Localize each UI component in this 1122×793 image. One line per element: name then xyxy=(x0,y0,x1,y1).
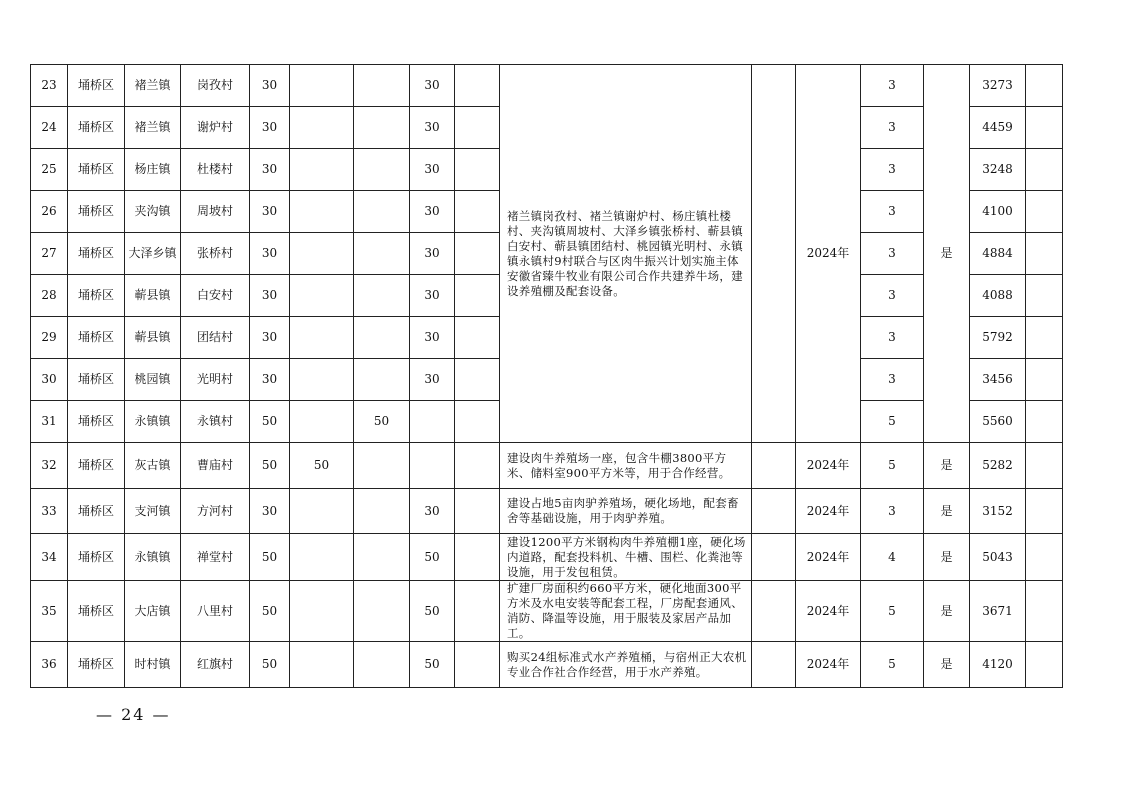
fund-col-c-cell: 30 xyxy=(410,107,455,149)
fund-col-b-cell xyxy=(354,149,410,191)
row-number: 30 xyxy=(31,359,68,401)
fund-col-c-cell: 30 xyxy=(410,489,455,534)
town-cell: 夹沟镇 xyxy=(125,191,181,233)
fund-col-b-cell xyxy=(354,65,410,107)
fund-col-a-cell xyxy=(290,107,354,149)
village-cell: 杜楼村 xyxy=(181,149,250,191)
fund-col-a-cell xyxy=(290,359,354,401)
empty-cell xyxy=(752,65,796,443)
income-cell: 3152 xyxy=(970,489,1026,534)
town-cell: 蕲县镇 xyxy=(125,275,181,317)
flag-cell: 是 xyxy=(924,642,970,688)
project-table xyxy=(30,64,1063,688)
village-cell: 张桥村 xyxy=(181,233,250,275)
merged-description-cell: 褚兰镇岗孜村、褚兰镇谢炉村、杨庄镇杜楼村、夹沟镇周坡村、大泽乡镇张桥村、蕲县镇白安村、蕲县镇团结村、桃园镇光明村、永镇镇永镇村9村联合与区肉牛振兴计划实施主体安徽省臻牛牧业有限公司合作共建养牛场，建设养殖棚及配套设备。 xyxy=(500,65,752,443)
fund-col-a-cell xyxy=(290,65,354,107)
district-cell: 埇桥区 xyxy=(68,359,125,401)
empty-cell xyxy=(455,401,500,443)
jobs-cell: 3 xyxy=(861,107,924,149)
town-cell: 蕲县镇 xyxy=(125,317,181,359)
flag-cell: 是 xyxy=(924,581,970,642)
fund-col-a-cell: 50 xyxy=(290,443,354,489)
total-fund-cell: 30 xyxy=(250,489,290,534)
fund-col-a-cell xyxy=(290,489,354,534)
row-number: 32 xyxy=(31,443,68,489)
village-cell: 周坡村 xyxy=(181,191,250,233)
empty-cell xyxy=(1026,443,1063,489)
empty-cell xyxy=(455,65,500,107)
town-cell: 大店镇 xyxy=(125,581,181,642)
district-cell: 埇桥区 xyxy=(68,149,125,191)
fund-col-b-cell xyxy=(354,107,410,149)
fund-col-a-cell xyxy=(290,275,354,317)
village-cell: 谢炉村 xyxy=(181,107,250,149)
flag-cell: 是 xyxy=(924,489,970,534)
year-cell: 2024年 xyxy=(796,443,861,489)
town-cell: 支河镇 xyxy=(125,489,181,534)
empty-cell xyxy=(455,443,500,489)
table-row xyxy=(31,642,1063,688)
district-cell: 埇桥区 xyxy=(68,581,125,642)
fund-col-b-cell xyxy=(354,317,410,359)
total-fund-cell: 30 xyxy=(250,317,290,359)
empty-cell xyxy=(455,275,500,317)
fund-col-b-cell xyxy=(354,581,410,642)
table-row xyxy=(31,581,1063,642)
fund-col-a-cell xyxy=(290,191,354,233)
income-cell: 5792 xyxy=(970,317,1026,359)
row-number: 35 xyxy=(31,581,68,642)
fund-col-b-cell: 50 xyxy=(354,401,410,443)
fund-col-b-cell xyxy=(354,489,410,534)
village-cell: 禅堂村 xyxy=(181,534,250,581)
empty-cell xyxy=(752,489,796,534)
village-cell: 光明村 xyxy=(181,359,250,401)
income-cell: 5560 xyxy=(970,401,1026,443)
district-cell: 埇桥区 xyxy=(68,534,125,581)
income-cell: 3671 xyxy=(970,581,1026,642)
fund-col-a-cell xyxy=(290,401,354,443)
row-number: 26 xyxy=(31,191,68,233)
village-cell: 团结村 xyxy=(181,317,250,359)
empty-cell xyxy=(1026,149,1063,191)
row-number: 34 xyxy=(31,534,68,581)
year-cell: 2024年 xyxy=(796,581,861,642)
total-fund-cell: 30 xyxy=(250,233,290,275)
fund-col-b-cell xyxy=(354,642,410,688)
flag-cell: 是 xyxy=(924,534,970,581)
jobs-cell: 3 xyxy=(861,275,924,317)
empty-cell xyxy=(455,233,500,275)
town-cell: 大泽乡镇 xyxy=(125,233,181,275)
empty-cell xyxy=(455,534,500,581)
total-fund-cell: 50 xyxy=(250,443,290,489)
income-cell: 4088 xyxy=(970,275,1026,317)
town-cell: 褚兰镇 xyxy=(125,107,181,149)
fund-col-c-cell xyxy=(410,443,455,489)
total-fund-cell: 30 xyxy=(250,359,290,401)
fund-col-b-cell xyxy=(354,233,410,275)
district-cell: 埇桥区 xyxy=(68,401,125,443)
row-number: 25 xyxy=(31,149,68,191)
jobs-cell: 3 xyxy=(861,191,924,233)
jobs-cell: 3 xyxy=(861,359,924,401)
empty-cell xyxy=(1026,401,1063,443)
fund-col-c-cell xyxy=(410,401,455,443)
income-cell: 3273 xyxy=(970,65,1026,107)
fund-col-a-cell xyxy=(290,534,354,581)
jobs-cell: 5 xyxy=(861,443,924,489)
jobs-cell: 3 xyxy=(861,65,924,107)
fund-col-b-cell xyxy=(354,275,410,317)
total-fund-cell: 30 xyxy=(250,65,290,107)
table-row xyxy=(31,65,1063,107)
town-cell: 杨庄镇 xyxy=(125,149,181,191)
fund-col-c-cell: 30 xyxy=(410,149,455,191)
table-row xyxy=(31,443,1063,489)
income-cell: 4100 xyxy=(970,191,1026,233)
fund-col-b-cell xyxy=(354,443,410,489)
fund-col-c-cell: 50 xyxy=(410,642,455,688)
empty-cell xyxy=(1026,233,1063,275)
fund-col-c-cell: 30 xyxy=(410,65,455,107)
income-cell: 3456 xyxy=(970,359,1026,401)
jobs-cell: 5 xyxy=(861,401,924,443)
district-cell: 埇桥区 xyxy=(68,65,125,107)
page-number: — 24 — xyxy=(96,705,171,724)
district-cell: 埇桥区 xyxy=(68,489,125,534)
description-cell: 购买24组标准式水产养殖桶，与宿州正大农机专业合作社合作经营，用于水产养殖。 xyxy=(500,642,752,688)
empty-cell xyxy=(1026,581,1063,642)
row-number: 36 xyxy=(31,642,68,688)
total-fund-cell: 50 xyxy=(250,401,290,443)
empty-cell xyxy=(752,534,796,581)
fund-col-a-cell xyxy=(290,642,354,688)
fund-col-c-cell: 30 xyxy=(410,191,455,233)
district-cell: 埇桥区 xyxy=(68,275,125,317)
fund-col-c-cell: 30 xyxy=(410,233,455,275)
row-number: 29 xyxy=(31,317,68,359)
jobs-cell: 4 xyxy=(861,534,924,581)
village-cell: 白安村 xyxy=(181,275,250,317)
fund-col-c-cell: 30 xyxy=(410,317,455,359)
income-cell: 4120 xyxy=(970,642,1026,688)
description-cell: 建设1200平方米钢构肉牛养殖棚1座，硬化场内道路，配套投料机、牛槽、围栏、化粪池等设施，用于发包租赁。 xyxy=(500,534,752,581)
fund-col-c-cell: 50 xyxy=(410,534,455,581)
total-fund-cell: 50 xyxy=(250,642,290,688)
empty-cell xyxy=(455,581,500,642)
empty-cell xyxy=(1026,489,1063,534)
row-number: 23 xyxy=(31,65,68,107)
district-cell: 埇桥区 xyxy=(68,443,125,489)
empty-cell xyxy=(1026,65,1063,107)
town-cell: 灰古镇 xyxy=(125,443,181,489)
income-cell: 5043 xyxy=(970,534,1026,581)
town-cell: 永镇镇 xyxy=(125,401,181,443)
description-cell: 建设占地5亩肉驴养殖场，硬化场地，配套畜舍等基础设施，用于肉驴养殖。 xyxy=(500,489,752,534)
empty-cell xyxy=(455,149,500,191)
total-fund-cell: 30 xyxy=(250,275,290,317)
fund-col-c-cell: 30 xyxy=(410,275,455,317)
empty-cell xyxy=(1026,191,1063,233)
empty-cell xyxy=(455,191,500,233)
empty-cell xyxy=(752,581,796,642)
year-cell: 2024年 xyxy=(796,642,861,688)
row-number: 28 xyxy=(31,275,68,317)
row-number: 27 xyxy=(31,233,68,275)
total-fund-cell: 30 xyxy=(250,149,290,191)
village-cell: 永镇村 xyxy=(181,401,250,443)
empty-cell xyxy=(455,489,500,534)
income-cell: 3248 xyxy=(970,149,1026,191)
jobs-cell: 5 xyxy=(861,581,924,642)
fund-col-c-cell: 50 xyxy=(410,581,455,642)
row-number: 24 xyxy=(31,107,68,149)
description-cell: 扩建厂房面积约660平方米，硬化地面300平方米及水电安装等配套工程，厂房配套通风、消防、降温等设施，用于服装及家居产品加工。 xyxy=(500,581,752,642)
district-cell: 埇桥区 xyxy=(68,317,125,359)
village-cell: 红旗村 xyxy=(181,642,250,688)
district-cell: 埇桥区 xyxy=(68,107,125,149)
empty-cell xyxy=(455,107,500,149)
empty-cell xyxy=(1026,359,1063,401)
empty-cell xyxy=(1026,275,1063,317)
flag-cell: 是 xyxy=(924,443,970,489)
fund-col-c-cell: 30 xyxy=(410,359,455,401)
empty-cell xyxy=(1026,534,1063,581)
jobs-cell: 3 xyxy=(861,317,924,359)
fund-col-b-cell xyxy=(354,359,410,401)
town-cell: 桃园镇 xyxy=(125,359,181,401)
empty-cell xyxy=(455,359,500,401)
jobs-cell: 3 xyxy=(861,149,924,191)
total-fund-cell: 50 xyxy=(250,581,290,642)
fund-col-a-cell xyxy=(290,149,354,191)
fund-col-a-cell xyxy=(290,317,354,359)
fund-col-a-cell xyxy=(290,581,354,642)
income-cell: 4459 xyxy=(970,107,1026,149)
village-cell: 曹庙村 xyxy=(181,443,250,489)
jobs-cell: 3 xyxy=(861,489,924,534)
village-cell: 八里村 xyxy=(181,581,250,642)
table-row xyxy=(31,489,1063,534)
town-cell: 时村镇 xyxy=(125,642,181,688)
year-cell: 2024年 xyxy=(796,489,861,534)
total-fund-cell: 30 xyxy=(250,107,290,149)
village-cell: 方河村 xyxy=(181,489,250,534)
town-cell: 永镇镇 xyxy=(125,534,181,581)
jobs-cell: 3 xyxy=(861,233,924,275)
year-cell: 2024年 xyxy=(796,534,861,581)
village-cell: 岗孜村 xyxy=(181,65,250,107)
empty-cell xyxy=(455,317,500,359)
fund-col-a-cell xyxy=(290,233,354,275)
empty-cell xyxy=(455,642,500,688)
empty-cell xyxy=(752,642,796,688)
description-cell: 建设肉牛养殖场一座，包含牛棚3800平方米、储料室900平方米等，用于合作经营。 xyxy=(500,443,752,489)
town-cell: 褚兰镇 xyxy=(125,65,181,107)
jobs-cell: 5 xyxy=(861,642,924,688)
income-cell: 5282 xyxy=(970,443,1026,489)
district-cell: 埇桥区 xyxy=(68,642,125,688)
empty-cell xyxy=(1026,642,1063,688)
empty-cell xyxy=(1026,107,1063,149)
income-cell: 4884 xyxy=(970,233,1026,275)
total-fund-cell: 30 xyxy=(250,191,290,233)
total-fund-cell: 50 xyxy=(250,534,290,581)
table-row xyxy=(31,534,1063,581)
year-cell: 2024年 xyxy=(796,65,861,443)
district-cell: 埇桥区 xyxy=(68,233,125,275)
fund-col-b-cell xyxy=(354,191,410,233)
fund-col-b-cell xyxy=(354,534,410,581)
flag-cell: 是 xyxy=(924,65,970,443)
empty-cell xyxy=(1026,317,1063,359)
district-cell: 埇桥区 xyxy=(68,191,125,233)
row-number: 31 xyxy=(31,401,68,443)
empty-cell xyxy=(752,443,796,489)
row-number: 33 xyxy=(31,489,68,534)
